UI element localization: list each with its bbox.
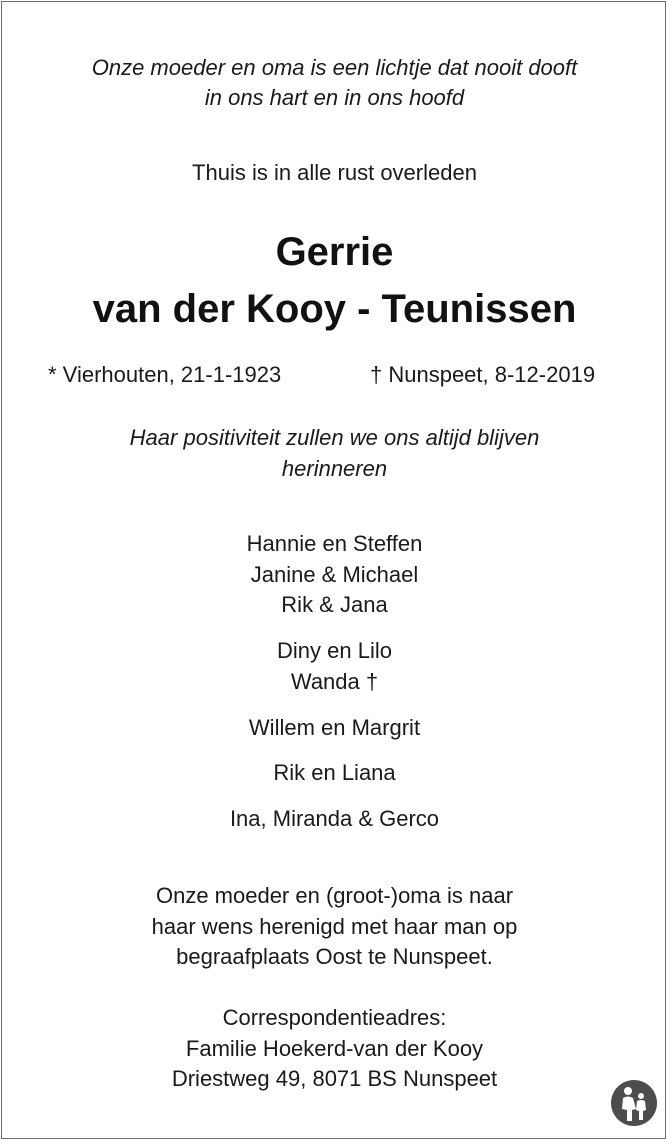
burial-line-1: Onze moeder en (groot-)oma is naar	[155, 883, 514, 908]
family-member: Ina, Miranda & Gerco	[229, 806, 440, 831]
publisher-logo-icon	[610, 1079, 658, 1127]
intro-line-1: Onze moeder en oma is een lichtje dat nooit dooft	[91, 55, 578, 80]
burial-line-3: begraafplaats Oost te Nunspeet.	[176, 944, 493, 969]
family-member: Rik en Liana	[273, 760, 396, 785]
quote-line-1: Haar positiviteit zullen we ons altijd blijven	[129, 425, 540, 450]
correspondence-label: Correspondentieadres:	[222, 1005, 447, 1030]
family-member: Rik & Jana	[281, 592, 388, 617]
family-member: Hannie en Steffen	[246, 531, 423, 556]
deceased-first-name: Gerrie	[275, 230, 394, 274]
quote-line-2: herinneren	[281, 456, 388, 481]
correspondence-address: Driestweg 49, 8071 BS Nunspeet	[171, 1066, 498, 1091]
burial-line-2: haar wens herenigd met haar man op	[151, 914, 518, 939]
birth-date: * Vierhouten, 21-1-1923	[48, 362, 282, 387]
intro-line-2: in ons hart en in ons hoofd	[204, 85, 465, 110]
deceased-full-name: van der Kooy - Teunissen	[92, 287, 577, 331]
announcement: Thuis is in alle rust overleden	[192, 160, 477, 185]
family-member: Willem en Margrit	[248, 715, 421, 740]
family-member: Janine & Michael	[250, 562, 419, 587]
family-member: Wanda †	[290, 669, 379, 694]
family-member: Diny en Lilo	[277, 638, 392, 663]
correspondence-name: Familie Hoekerd-van der Kooy	[185, 1036, 484, 1061]
death-date: † Nunspeet, 8-12-2019	[370, 362, 596, 387]
